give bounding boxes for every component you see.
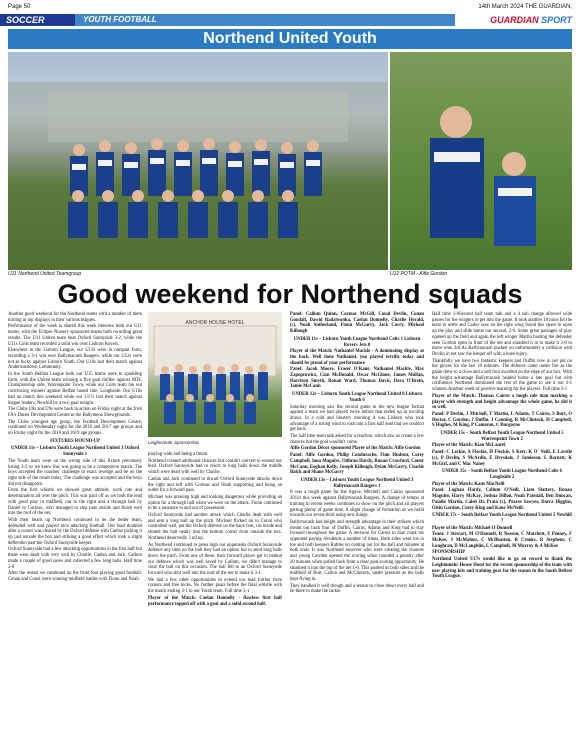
potm-photo-caption: U12 POTM - Alfie Gordon xyxy=(390,271,448,277)
paragraph: Alfie Gordon Décor sponsored Player of the Match: Alfie Gordon xyxy=(290,446,421,452)
paragraph: Northend created additional chances but couldn't convert to extend our lead. Oxford Sunnyside had to resort to long balls down the middle which were dealt with well by Charlie. xyxy=(148,458,282,476)
paragraph: Performance of the week is shared this week between both our U11 teams, with the Eclipse Nursery sponsored teams both recording great results. The U11 United team beat Oxford Sunnyside 3-2, while the U11s Colts team recorded a solid win over Lisburn Rovers. xyxy=(8,324,142,347)
paragraph: It was a tough game for the Agave, Mitchell and Cairns sponsored 2011s this week against Ballymacash Rangers. A change of tempo at training in recent weeks continues to show on the pitch and all players getting plenty of game time. A slight change of formation as we build towards our seven-third using new things. xyxy=(290,490,424,519)
potm-photo-illustration xyxy=(390,52,572,270)
paragraph: Panel: P Devlin, J Mitchell, T Martin, L Adams, T Cairns, S Burt, O Hector, C Gordon, J Duffin, J Canning, R McClintock, H Campbell, S Hughes, M King, P Cameron, C Burgoyne xyxy=(432,411,572,429)
team-photo-caption: U11 Northend United Teamgroup xyxy=(8,271,82,277)
match-heading: UNDER 13s – Lisburn Youth League Northend United 3 Ballymacash Rangers 1 xyxy=(300,477,414,489)
paragraph: Panel: Loghan Hardy, Callum O'Neill, Liam Slattery, Ronan Maguire, Harry McKay, Joshua Dillon, Noah Patenall, Ben Duncan, Paudie Martin, Caleb Da Prato (c), Pearse Sawyer, Darra Higgins, Oisin Gordon, Corey King and Kane McNeill. xyxy=(432,488,572,511)
paragraph: Oxford Sunnyside had a few attacking opportunities in the first half but these were dealt with very well by Charlie, Caelan and Jack. Callum made a couple of good saves and collected a few long balls. Half time 2-0 xyxy=(8,547,142,570)
paragraph: Thankfully we have two fantastic keepers and Duffin now in net put on the gloves for the last 10 minutes. The defence came under fire as the game drew to a close and a soft foul awarded on the edge of our box. With the height advantage Ballymacash headed home a late goal but with confidence Northend dominated the rest of the game to see it out 3-1 winners.Another week of positive learning for the players. Full time 3-1 xyxy=(432,358,572,393)
paragraph: With their heads up Northend continued to be the better team, defended well and played nice attacking football. Our lead doubled after a corner was cleared by the Oxford defense with Caelan picking it up just outside the box and striking a good effort which took a slight deflection past the Oxford Sunnyside keeper. xyxy=(8,517,142,546)
paragraph: SPONSORSHIP xyxy=(432,550,466,556)
sponsorship-photo-illustration xyxy=(148,312,282,437)
section-label: SOCCER xyxy=(0,14,75,26)
paragraph: Ballymacash had height and strength advantage in their strikers which meant our back four of Duffin, Cairns, Adams and King had to stay focused throughout the game. A decision for Cairns to man mark his opponent paying dividends a number of times. Both sides went toe to toe and both keepers Rattles on coming out for the ball and minutes at both ends. It was Northend however who were creating the chances and young Corrden opened the scoring when rounded a penalty after 20 minutes when pulled back from a clear goal scoring opportunity. He smashed it into the top of the net 1-0. This pushed us both sides and the midfield of Burt, Calton and McClintock, under pressure as the balls kept flying in. xyxy=(290,519,425,582)
paragraph: The Clubs U8s and U9s were back in action on Friday night at the Irish FA's Dunes Development Centre in the Ballymena Showgrounds. xyxy=(8,407,142,418)
player-of-match-photo xyxy=(390,52,572,270)
paragraph: In the South Belfast League both our U15 teams were in sparkling form, with the United team winning a five goal thriller against NIFL Championship side, Warrenpoint Town, while our Colts team ran out convincing winners against Belfast based side, Loughside. Our U16s had no match this weekend while our U17s lost their match against league leaders, Newhill by a two goal margin. xyxy=(8,372,142,406)
match-heading: UNDER 11s – Lisburn Youth League Northend United 3 Oxford Sunnyside 1 xyxy=(10,446,140,458)
paragraph: The Youth team were on the wrong side of this fixture previously losing 3-2 so we knew this was going to be a competitive match. The boys accepted the coaches' challenge to exact revenge and be on the right side of the result today. The challenge was accepted and the boys did not disappoint. xyxy=(8,458,142,487)
article-column-4 xyxy=(432,312,572,581)
paragraph: As Northend continued to press high our opponents Oxford Sunnyside defence any time on the ball they had an option but to send long balls down the pitch. From one of these, their forward player got in behind our defence which was well saved by Callum, we didn't manage to clear the ball on this occasion. The ball fell to an Oxford Sunnyside forward who shot well into the roof of the net to make it 3-1. xyxy=(148,542,282,577)
paragraph: Saturday morning saw the second game in the new league format against a team we had played twice before that ended up in exciting draws. In a cold and blustery morning it was Lisburn who took advantage of a strong wind to rush into a first half lead that we couldn't get back. xyxy=(290,404,424,433)
team-photo-illustration xyxy=(8,52,388,270)
sponsorship-photo-caption: Leighinmohr Sponsorship xyxy=(148,440,200,445)
paragraph: After the restart we continued on the front foot playing good football. Conan and Conal were winning midfield battles with Fionn and Noah xyxy=(8,571,142,582)
section-banner xyxy=(0,14,580,26)
match-heading: UNDER 11s – Lisburn Youth League Northend Colts 1 Lisburn Rovers Jets 0 xyxy=(293,336,421,348)
paragraph: Player of the Match: Michael O'Donnell xyxy=(432,525,513,531)
article-column-1 xyxy=(8,312,142,584)
paragraph: Panel: Jacob Moore, Fraser O'Kane, Nathaniel Mackle, Max Zapoprowicz, Cian McDonald, Oscar McGlone, James Mullan, Harrison Smyth, Ronan Ward, Thomas Davis, Dara O'Brein, Jamie McCann xyxy=(290,367,424,390)
clubhouse-sign: ANCHOR HOUSE HOTEL xyxy=(185,320,245,326)
paragraph: Michael was pressing high and looking dangerous while providing an option for a through ball when we were on the attack. Fionn continued to be a nuisance in and out of possession. xyxy=(148,494,282,512)
masthead-sport: SPORT xyxy=(541,15,572,25)
paragraph: Oxford Sunnyside had another attack which Charlie dealt with well and sent a long ball up the pitch. Michael flicked on to Conal who controlled well, put the Oxford defence on the back foot, cut inside and slotted the ball neatly into the bottom corner from outside the box. Northend deservedly 3 nil up. xyxy=(148,513,282,541)
match-heading: UNDER 15s – South Belfast Youth League Northend United 5 Warrenpoint Town 2 xyxy=(440,431,564,442)
paragraph: Panel: C Leckie, A Fleckie, H Fleckie, S Kerr, K O' Neill, E Lavelle (c), P Devlin, S McArdle, E Drysdale, J Jamieson, L Barnett, K McGirl, and C Mac Naney xyxy=(432,450,572,467)
subsection-label: YOUTH FOOTBALL xyxy=(75,14,455,26)
paragraph: The Clubs youngest age group, the Football Development Centre, continued on Wednesday night for the 2016 and 2017 age groups and on Friday night for the 2018 and 2019 age groups. xyxy=(8,419,142,437)
match-heading: UNDER 17s – South Belfast Youth League Northend United 5 Newhill 7 xyxy=(432,513,572,524)
article-column-3 xyxy=(290,312,424,596)
paragraph: From the first whistle we showed great attitude, work rate and determination all over the pitch. This was paid off as we took the lead with good play in midfield, out to the right and a through ball by Daniel to Cormac, who managed to step past onside and finish well into the roof of the net. xyxy=(8,488,142,517)
paragraph: Panel: Callum Quinn, Cormac McGill, Conal Devlin, Conan Goodall, Dawid Radziwonka, Caelan Donnelly, Charlie Herald, (c), Noah Sutherland, Fionn McGarry, Jack Corry, Michael Killough xyxy=(290,312,424,335)
paragraph: Half time 1-0Second half team talk and a 4 sub change allowed wide passes for the wingers to get into the game. It took another 10 mins for the team to settle and Cailey now on the right wing found this space to open up the play and slide home our second. 2-0. Some great passages of play opened up the field and again the left winger Martin busting the defender seen Gordon open in front of the net and smashed it in to make it 3-0 to move onto 3rd.As Ballymacash pushed on unfortunately a collision with Devlin in net saw the keeper off with a knee injury. xyxy=(432,312,572,357)
article-column-2 xyxy=(148,452,282,608)
paragraph: Caelan and Jack continued to thwart Oxford Sunnyside attacks down the right and left with Cormac and Noah supporting and being an outlet for a forward pass. xyxy=(148,476,282,494)
paragraph: playing wide and being a threat. xyxy=(148,452,209,457)
folio xyxy=(0,0,580,14)
paragraph: Northend United U17s would like to go on record to thank the Leighinmohr House Hotel for the recent sponsorship of the team with new playing kits and training gear for the season in the South Belfast Youth League. xyxy=(432,557,572,580)
masthead-logo xyxy=(490,14,572,26)
match-heading: UNDER 15s – South Belfast Youth League Northend Colts 6 Loughside 2 xyxy=(441,469,563,480)
page-number: Page 50 xyxy=(8,4,31,10)
paragraph: Panel: Alfie Gordon, Philip Condurache, Finn Hudson, Corey Campbell, Iona Maguire, Odhran Hardy, Ronan Crawford, Conor McCann, Eoghan Kelly, Joseph Killough, Dylan McGarry, Charlie Balch and Shane McGarry xyxy=(290,453,424,476)
page-title: Northend United Youth xyxy=(8,29,572,49)
article-headline: Good weekend for Northend squads xyxy=(57,279,523,309)
paragraph: The half time team talk asked for a reaction, which saw us create a few chances but the goal wouldn't come. xyxy=(290,434,424,445)
paragraph: Another good weekend for the Northend teams with a number of them turning in top displays in their various leagues. xyxy=(8,312,142,323)
paragraph: Player of the Match: Kian McLaurel xyxy=(432,443,506,449)
masthead-guardian: GUARDIAN xyxy=(490,15,539,25)
paragraph: Player of the Match: Nathaniel Mackle - A dominating display at the back. Well done Nathaniel, you played terrific today and should be proud of your performance xyxy=(290,349,424,366)
paragraph: They handled it well though and a lesson to close down every ball and be there to make the tackle. xyxy=(290,583,424,595)
team-photo xyxy=(8,52,388,270)
fixtures-heading: FIXTURES ROUND-UP xyxy=(50,438,100,444)
paragraph: Player of the Match: Kane MacNeill xyxy=(432,481,505,487)
issue-date: 14th March 2024 THE GUARDIAN, xyxy=(478,4,572,10)
sponsorship-photo xyxy=(148,312,282,437)
player-of-match: Player of the Match: Caelan Donnelly - flawless first half performance topped off with a goal and a solid second half. xyxy=(148,595,282,607)
paragraph: Elsewhere in the Lisburn League, our U13s were in rampant form, recording a 3-1 win over Ballymacash Rangers, while our U12s were not as lucky against Lisburn Youth. Our U10s lost their match against Andersonstown Community. xyxy=(8,348,142,371)
paragraph: Team: J Stewart, M O'Donnell, R Neeson, C Matchett, F Penney, F McKee, J McMahon, C McIlhatton, R Crooks, R Stephens, C Loughran, D McLaughlin, L Campbell, M Murray & A McKee xyxy=(432,532,572,549)
paragraph: We had a few other opportunities to extend our lead further from corners and free kicks. No further goals before the final whistle with the match ending 3-1 to our Youth team. Full time 3-1 xyxy=(148,577,282,595)
match-heading: UNDER 12s – Lisburn Youth League Northend United 0 Lisburn Youth 6 xyxy=(292,392,422,403)
paragraph: Player of the Match: Thomas Cairns a tough role man marking a player with strength and height advantage the whole game, he did it so well. xyxy=(432,393,572,411)
